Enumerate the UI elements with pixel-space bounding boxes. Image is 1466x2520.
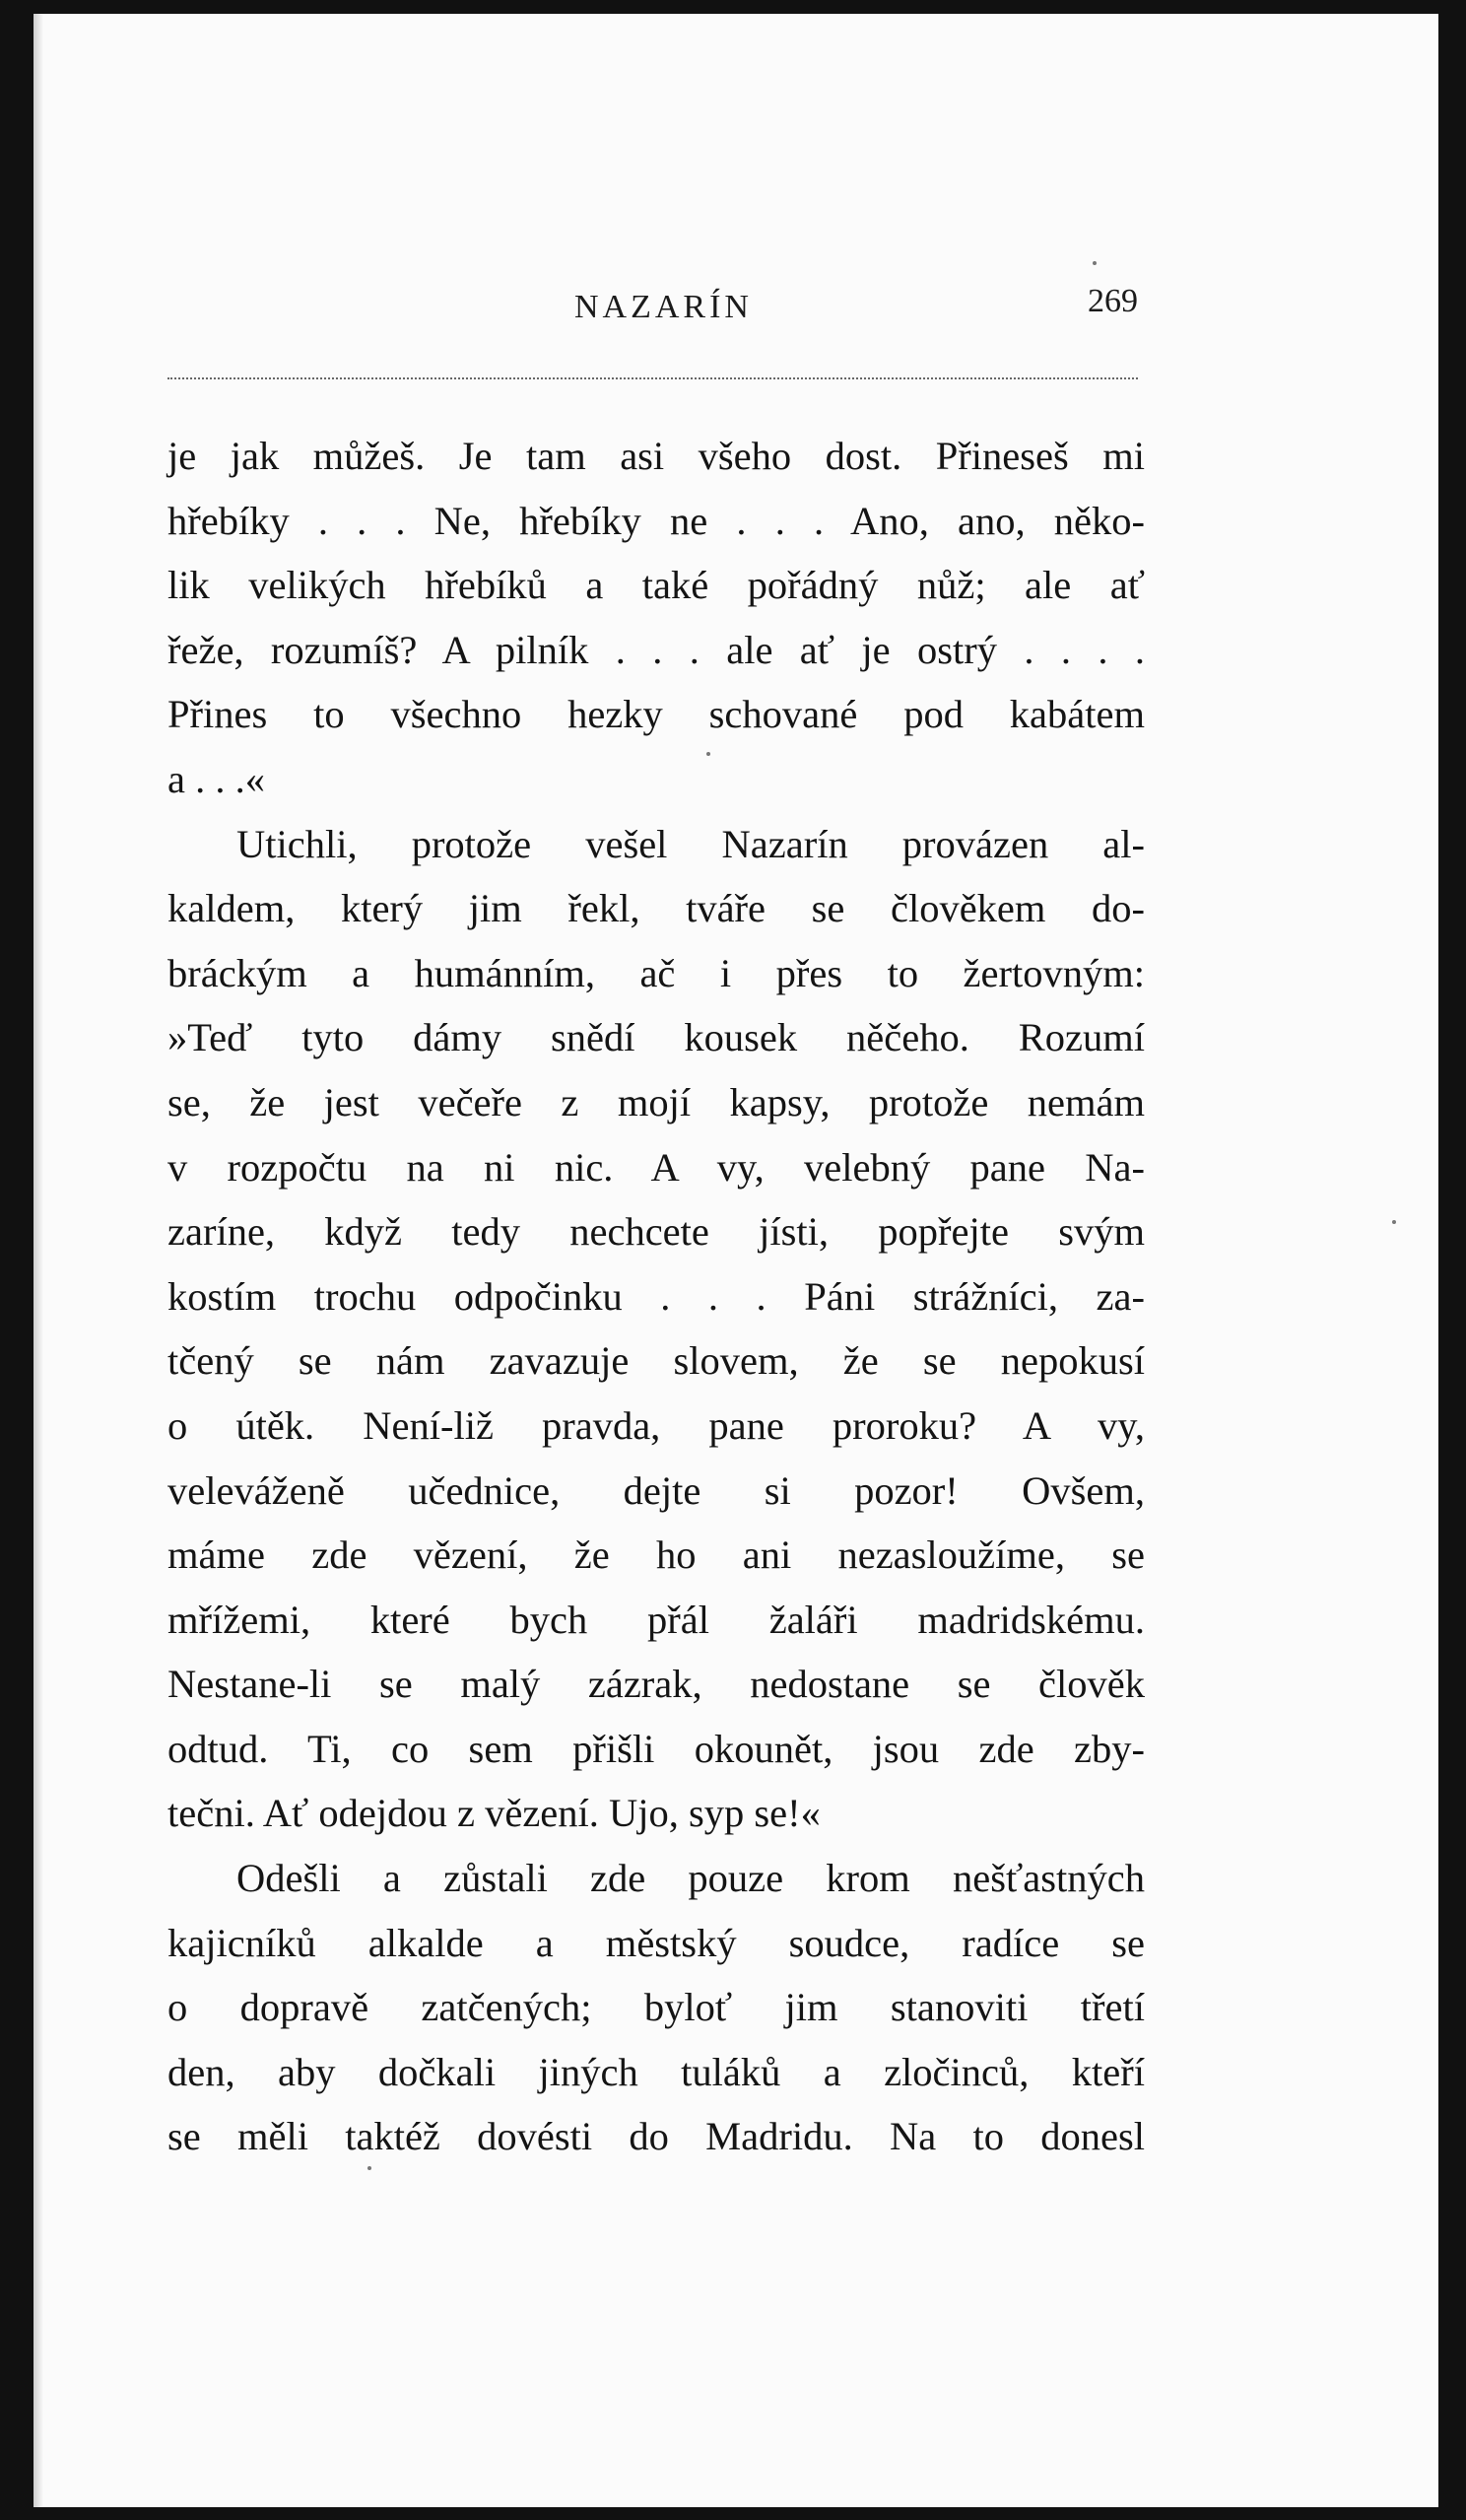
text-line: se měli taktéž dovésti do Madridu. Na to donesl <box>167 2114 1145 2159</box>
page-number: 269 <box>1088 283 1138 319</box>
text-line: kajicníků alkalde a městský soudce, radíce se <box>167 1920 1145 1965</box>
text-line: v rozpočtu na ni nic. A vy, velebný pane Na- <box>167 1144 1145 1190</box>
text-line: máme zde vězení, že ho ani nezasloužíme, se <box>167 1532 1145 1578</box>
text-line: den, aby dočkali jiných tuláků a zločinců, kteří <box>167 2049 1145 2094</box>
text-line: odtud. Ti, co sem přišli okounět, jsou zde zby- <box>167 1726 1145 1771</box>
text-line: tečni. Ať odejdou z vězení. Ujo, syp se!« <box>167 1791 821 1836</box>
text-line: o útěk. Není-liž pravda, pane proroku? A vy, <box>167 1402 1145 1448</box>
text-line: Nestane-li se malý zázrak, nedostane se člověk <box>167 1662 1145 1707</box>
text-line: hřebíky . . . Ne, hřebíky ne . . . Ano, ano, něko- <box>167 498 1145 543</box>
text-line: mřížemi, které bych přál žaláři madridskému. <box>167 1597 1145 1642</box>
page-gutter-shadow <box>33 14 43 2507</box>
header-rule <box>167 377 1138 379</box>
text-line: Přines to všechno hezky schované pod kabátem <box>167 692 1145 737</box>
text-line: »Teď tyto dámy snědí kousek něčeho. Rozumí <box>167 1015 1145 1060</box>
body-text <box>167 424 1145 2169</box>
running-title: NAZARÍN <box>574 289 753 325</box>
scan-speck <box>1392 1220 1396 1224</box>
text-line: zaríne, když tedy nechcete jísti, popřejte svým <box>167 1209 1145 1255</box>
scan-speck <box>706 752 710 756</box>
scan-speck <box>367 2166 371 2170</box>
text-line: řeže, rozumíš? A pilník . . . ale ať je ostrý . . . . <box>167 627 1145 672</box>
text-line: lik velikých hřebíků a také pořádný nůž; ale ať <box>167 563 1145 608</box>
text-line: a . . .« <box>167 756 265 801</box>
scan-speck <box>1093 261 1097 265</box>
text-line: tčený se nám zavazuje slovem, že se nepokusí <box>167 1338 1145 1384</box>
text-line: je jak můžeš. Je tam asi všeho dost. Přineseš mi <box>167 434 1145 478</box>
text-line: Odešli a zůstali zde pouze krom nešťastných <box>236 1856 1145 1901</box>
text-line: o dopravě zatčených; byloť jim stanoviti třetí <box>167 1985 1145 2030</box>
running-head <box>167 281 1153 330</box>
text-line: se, že jest večeře z mojí kapsy, protože nemám <box>167 1079 1145 1124</box>
text-line: bráckým a humánním, ač i přes to žertovným: <box>167 950 1145 995</box>
text-line: veleváženě učednice, dejte si pozor! Ovšem, <box>167 1467 1145 1513</box>
text-line: kostím trochu odpočinku . . . Páni strážníci, za- <box>167 1273 1145 1319</box>
text-line: kaldem, který jim řekl, tváře se člověkem do- <box>167 886 1145 931</box>
text-line: Utichli, protože vešel Nazarín provázen al- <box>236 821 1145 866</box>
